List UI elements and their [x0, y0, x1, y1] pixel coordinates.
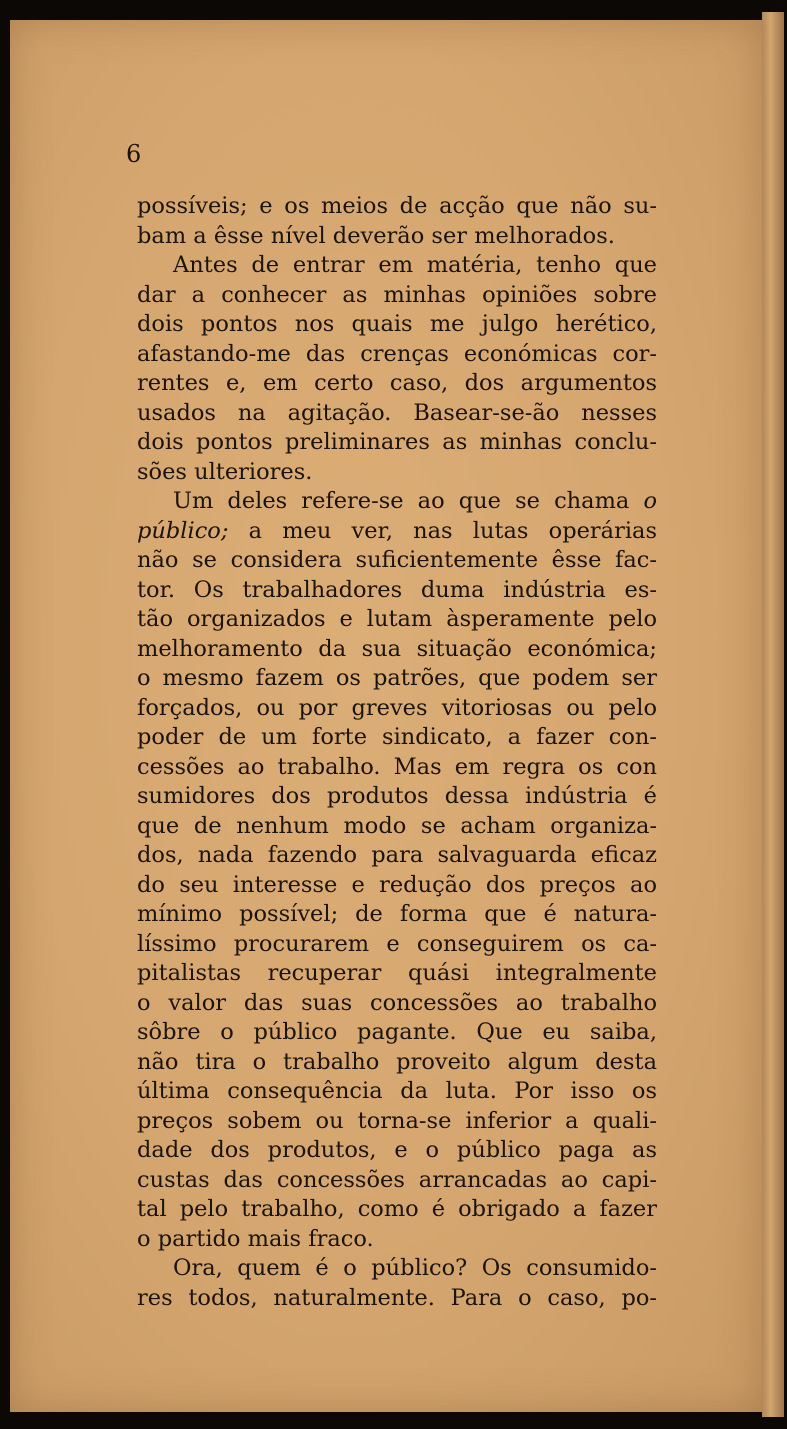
- text-line: sôbre o público pagante. Que eu saiba,: [137, 1019, 657, 1045]
- text-line: tal pelo trabalho, como é obrigado a fazer: [137, 1196, 657, 1222]
- text-line: última consequência da luta. Por isso os: [137, 1078, 657, 1104]
- text-line: Antes de entrar em matéria, tenho que: [173, 252, 657, 278]
- text-line: dar a conhecer as minhas opiniões sobre: [137, 281, 657, 308]
- text-line: poder de um forte sindicato, a fazer con-: [137, 724, 657, 750]
- text-line: não se considera suficientemente êsse fac-: [137, 547, 657, 573]
- text-line: bam a êsse nível deverão ser melhorados.: [137, 222, 615, 249]
- text-line: tor. Os trabalhadores duma indústria es-: [137, 576, 657, 603]
- text-line: não tira o trabalho proveito algum desta: [137, 1048, 657, 1075]
- text-line: dois pontos preliminares as minhas conclu-: [137, 429, 657, 455]
- text-line: res todos, naturalmente. Para o caso, po-: [137, 1284, 657, 1311]
- text-line: [137, 517, 657, 547]
- text-fragment: Um deles refere-se ao que se chama: [173, 488, 644, 514]
- text-line: dos, nada fazendo para salvaguarda eficaz: [137, 842, 657, 868]
- text-line: pitalistas recuperar quási integralmente: [137, 960, 657, 986]
- text-line: dois pontos nos quais me julgo herético,: [137, 311, 657, 337]
- text-line: afastando-me das crenças económicas cor-: [137, 340, 657, 367]
- text-line: preços sobem ou torna-se inferior a quali-: [137, 1107, 657, 1134]
- text-line: forçados, ou por greves vitoriosas ou pelo: [137, 694, 657, 721]
- text-line: cessões ao trabalho. Mas em regra os con: [137, 753, 657, 780]
- text-line: o mesmo fazem os patrões, que podem ser: [137, 665, 657, 691]
- text-line: o valor das suas concessões ao trabalho: [137, 989, 657, 1016]
- page-number: 6: [126, 140, 142, 168]
- text-fragment: a meu ver, nas lutas operárias: [228, 517, 657, 544]
- text-line: do seu interesse e redução dos preços ao: [137, 871, 657, 898]
- text-line: mínimo possível; de forma que é natura-: [137, 901, 657, 927]
- italic-term: o: [643, 488, 657, 514]
- text-line: tão organizados e lutam àsperamente pelo: [137, 606, 657, 632]
- text-line: Ora, quem é o público? Os consumido-: [173, 1255, 657, 1281]
- text-line: usados na agitação. Basear-se-ão nesses: [137, 399, 657, 426]
- text-line: melhoramento da sua situação económica;: [137, 635, 657, 662]
- text-line: sumidores dos produtos dessa indústria é: [137, 783, 657, 809]
- body-text: [137, 192, 657, 1313]
- text-line: que de nenhum modo se acham organiza-: [137, 812, 657, 839]
- text-line: possíveis; e os meios de acção que não su-: [137, 193, 657, 219]
- text-line: o partido mais fraco.: [137, 1225, 374, 1252]
- text-line: custas das concessões arrancadas ao capi-: [137, 1166, 657, 1193]
- italic-term: público;: [137, 517, 229, 544]
- text-line: líssimo procurarem e conseguirem os ca-: [137, 930, 657, 957]
- text-line: rentes e, em certo caso, dos argumentos: [137, 370, 657, 396]
- text-line: dade dos produtos, e o público paga as: [137, 1137, 657, 1163]
- text-line: [137, 487, 657, 517]
- text-line: sões ulteriores.: [137, 458, 313, 485]
- book-page-edge: [762, 12, 784, 1417]
